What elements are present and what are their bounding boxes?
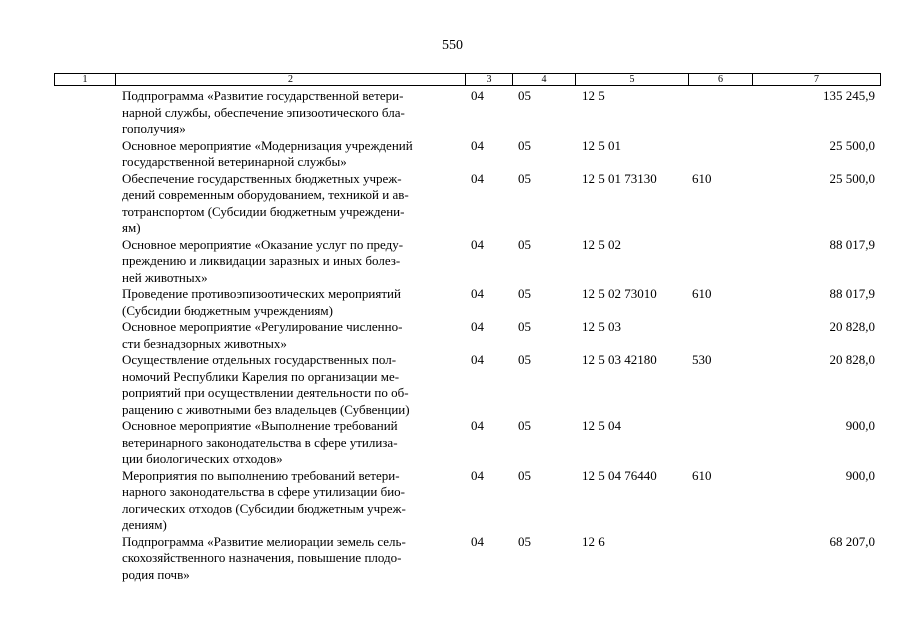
page-number: 550 (442, 38, 463, 53)
row-amount: 20 828,0 (829, 352, 875, 367)
column-header-5: 5 (576, 74, 689, 86)
row-target-code: 12 5 01 (582, 137, 621, 153)
column-header-3: 3 (466, 74, 513, 86)
row-section-code: 04 (471, 88, 484, 103)
row-target-code: 12 5 04 (582, 418, 621, 433)
column-header-table (54, 73, 881, 86)
row-target-code: 12 5 02 73010 (582, 286, 657, 301)
row-target-code: 12 6 (582, 533, 605, 549)
row-amount: 20 828,0 (829, 319, 875, 334)
column-header-4: 4 (513, 74, 576, 86)
row-subsection-code: 05 (518, 319, 531, 334)
table-row (0, 319, 905, 352)
row-description: Подпрограмма «Развитие мелиорации земель сель- скохозяйственного назначения, повышение плодо- родия почв» (122, 533, 406, 582)
table-row (0, 418, 905, 468)
row-target-code: 12 5 04 76440 (582, 467, 657, 483)
row-amount: 900,0 (845, 418, 875, 433)
table-row (0, 468, 905, 534)
table-row (0, 138, 905, 171)
column-header-1: 1 (55, 74, 116, 86)
row-target-code: 12 5 (582, 88, 605, 103)
row-section-code: 04 (471, 236, 484, 252)
row-expense-type: 610 (692, 170, 712, 186)
row-amount: 25 500,0 (829, 170, 875, 186)
table-row (0, 171, 905, 237)
row-amount: 135 245,9 (823, 88, 875, 103)
row-section-code: 04 (471, 137, 484, 153)
row-description: Проведение противоэпизоотических мероприятий (Субсидии бюджетным учреждениям) (122, 286, 401, 318)
row-description: Мероприятия по выполнению требований ветери- нарного законодательства в сфере утилизации био- логических отходов (Субсидии бюджетным учреж- дениям) (122, 467, 406, 532)
row-expense-type: 610 (692, 467, 712, 483)
row-description: Основное мероприятие «Регулирование численно- сти безнадзорных животных» (122, 319, 403, 351)
row-subsection-code: 05 (518, 236, 531, 252)
row-description: Обеспечение государственных бюджетных учреж- дений современным оборудованием, техникой и ав- тотранспортом (Субсидии бюджетным учреждени- ям) (122, 170, 409, 235)
row-subsection-code: 05 (518, 418, 531, 433)
row-description: Осуществление отдельных государственных пол- номочий Республики Карелия по организации ме- роприятий при осуществлении деятельности по об- ращению с животными без владельцев (Субвенции) (122, 352, 410, 417)
row-section-code: 04 (471, 170, 484, 186)
row-description: Основное мероприятие «Модернизация учреждений государственной ветеринарной службы» (122, 137, 413, 169)
row-subsection-code: 05 (518, 467, 531, 483)
table-row (0, 286, 905, 319)
row-description: Основное мероприятие «Оказание услуг по преду- преждению и ликвидации заразных и иных болез- ней животных» (122, 236, 404, 285)
column-header-7: 7 (753, 74, 881, 86)
row-section-code: 04 (471, 467, 484, 483)
row-section-code: 04 (471, 418, 484, 433)
row-subsection-code: 05 (518, 88, 531, 103)
row-target-code: 12 5 03 42180 (582, 352, 657, 367)
row-subsection-code: 05 (518, 286, 531, 301)
budget-table-body (0, 88, 905, 583)
row-target-code: 12 5 02 (582, 236, 621, 252)
column-header-2: 2 (116, 74, 466, 86)
row-section-code: 04 (471, 533, 484, 549)
row-subsection-code: 05 (518, 352, 531, 367)
row-subsection-code: 05 (518, 137, 531, 153)
row-description: Основное мероприятие «Выполнение требований ветеринарного законодательства в сфере утилиза- ции биологических отходов» (122, 418, 398, 466)
row-section-code: 04 (471, 352, 484, 367)
row-description: Подпрограмма «Развитие государственной ветери- нарной службы, обеспечение эпизоотического бла- гополучия» (122, 88, 405, 136)
row-amount: 88 017,9 (829, 236, 875, 252)
table-row (0, 237, 905, 287)
row-subsection-code: 05 (518, 533, 531, 549)
row-amount: 900,0 (845, 467, 875, 483)
table-row (0, 88, 905, 138)
row-target-code: 12 5 03 (582, 319, 621, 334)
row-amount: 25 500,0 (829, 137, 875, 153)
row-target-code: 12 5 01 73130 (582, 170, 657, 186)
row-expense-type: 530 (692, 352, 712, 367)
table-row (0, 352, 905, 418)
row-expense-type: 610 (692, 286, 712, 301)
row-section-code: 04 (471, 319, 484, 334)
row-amount: 88 017,9 (829, 286, 875, 301)
row-section-code: 04 (471, 286, 484, 301)
table-row (0, 534, 905, 584)
column-header-row (55, 74, 881, 86)
row-subsection-code: 05 (518, 170, 531, 186)
row-amount: 68 207,0 (829, 533, 875, 549)
column-header-6: 6 (689, 74, 753, 86)
